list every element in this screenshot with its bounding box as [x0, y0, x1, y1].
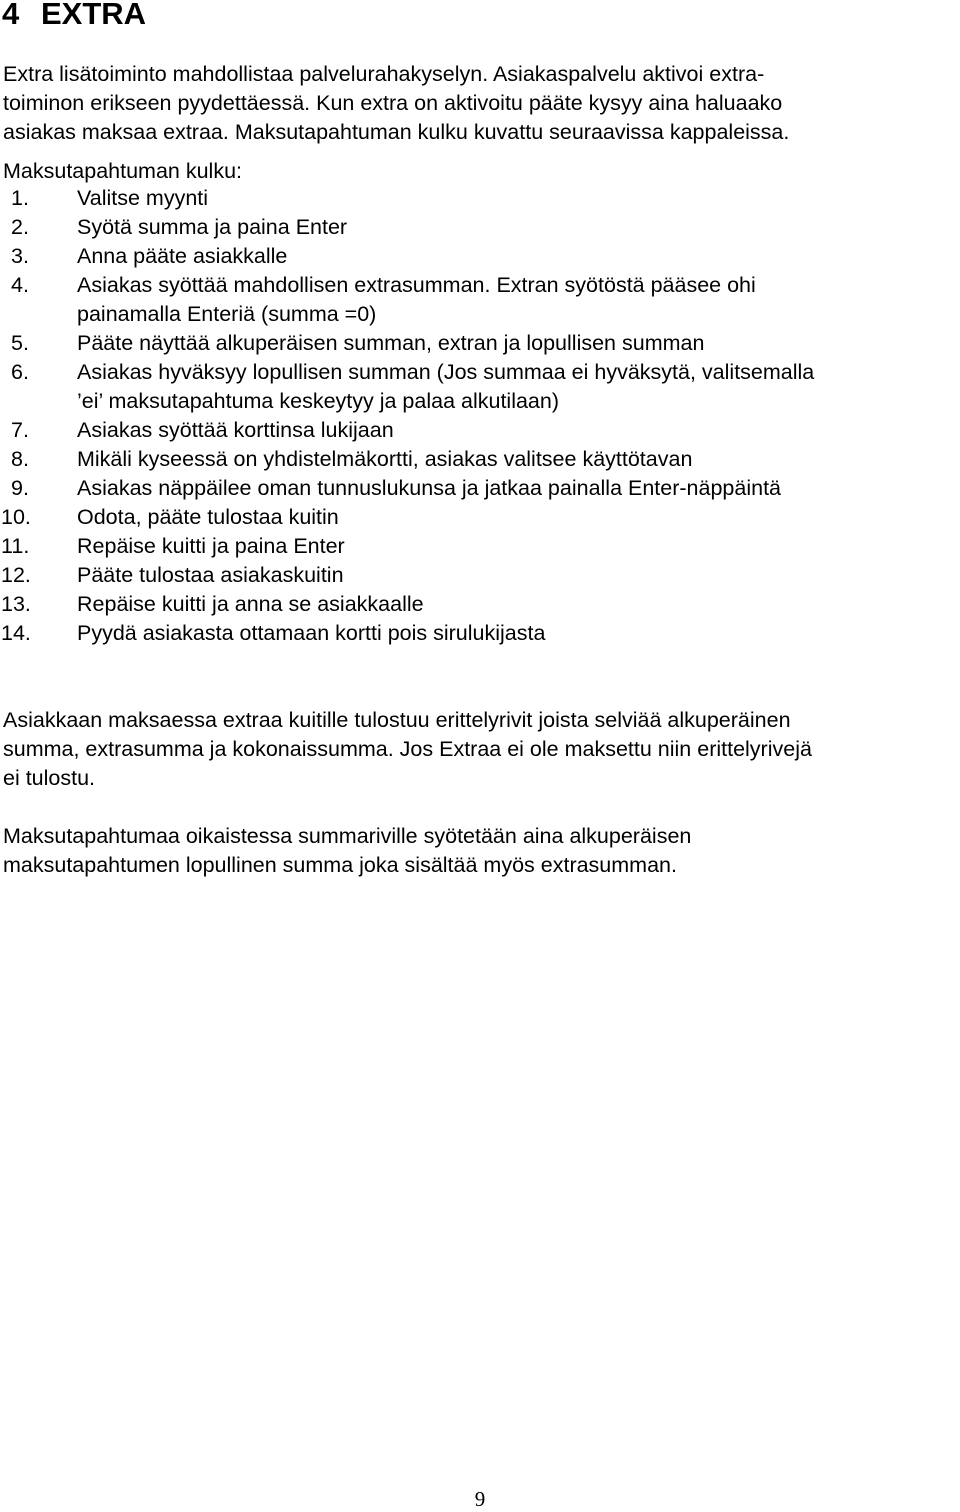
- list-item: [3, 474, 958, 503]
- list-item: [3, 532, 958, 561]
- steps-title-text: Maksutapahtuman kulku:: [3, 159, 243, 183]
- step-text: Valitse myynti: [77, 186, 209, 210]
- list-item: [3, 561, 958, 590]
- correction-line: maksutapahtumen lopullinen summa joka sisältää myös extrasumman.: [3, 853, 677, 877]
- step-text: Repäise kuitti ja paina Enter: [77, 534, 345, 558]
- intro-paragraph: [3, 60, 958, 147]
- summary-line: summa, extrasumma ja kokonaissumma. Jos Extraa ei ole maksettu niin erittelyrivejä: [3, 737, 812, 761]
- list-item: [3, 358, 958, 416]
- step-text: Repäise kuitti ja anna se asiakkaalle: [77, 592, 424, 616]
- step-number: 12.: [1, 563, 31, 587]
- step-number: 7.: [11, 418, 29, 442]
- list-item: [3, 271, 958, 329]
- correction-line: Maksutapahtumaa oikaistessa summariville syötetään aina alkuperäisen: [3, 824, 692, 848]
- section-title: EXTRA: [41, 0, 147, 31]
- step-number: 3.: [11, 244, 29, 268]
- section-number: 4: [2, 0, 20, 31]
- section-heading: [2, 0, 146, 34]
- step-number: 8.: [11, 447, 29, 471]
- step-text: Odota, pääte tulostaa kuitin: [77, 505, 339, 529]
- step-text: Pääte tulostaa asiakaskuitin: [77, 563, 344, 587]
- step-text: Asiakas hyväksyy lopullisen summan (Jos summaa ei hyväksytä, valitsemalla: [77, 360, 815, 384]
- summary-line: Asiakkaan maksaessa extraa kuitille tulostuu erittelyrivit joista selviää alkuperäinen: [3, 708, 791, 732]
- step-number: 13.: [1, 592, 31, 616]
- step-text: ’ei’ maksutapahtuma keskeytyy ja palaa alkutilaan): [77, 389, 560, 413]
- step-text: Asiakas näppäilee oman tunnuslukunsa ja jatkaa painalla Enter-näppäintä: [77, 476, 782, 500]
- step-number: 4.: [11, 273, 29, 297]
- step-text: Asiakas syöttää mahdollisen extrasumman. Extran syötöstä pääsee ohi: [77, 273, 756, 297]
- receipt-summary-paragraph: [3, 706, 958, 793]
- intro-line: Extra lisätoiminto mahdollistaa palvelurahakyselyn. Asiakaspalvelu aktivoi extra-: [3, 62, 765, 86]
- correction-paragraph: [3, 822, 958, 880]
- list-item: [3, 329, 958, 358]
- list-item: [3, 213, 958, 242]
- list-item: [3, 416, 958, 445]
- step-number: 6.: [11, 360, 29, 384]
- step-text: Syötä summa ja paina Enter: [77, 215, 348, 239]
- step-number: 1.: [11, 186, 29, 210]
- summary-line: ei tulostu.: [3, 766, 96, 790]
- step-text: Pyydä asiakasta ottamaan kortti pois sirulukijasta: [77, 621, 546, 645]
- list-item: [3, 242, 958, 271]
- list-item: [3, 590, 958, 619]
- page-number: 9: [474, 1487, 486, 1511]
- intro-line: asiakas maksaa extraa. Maksutapahtuman kulku kuvattu seuraavissa kappaleissa.: [3, 120, 790, 144]
- step-number: 10.: [1, 505, 31, 529]
- step-text: painamalla Enteriä (summa =0): [77, 302, 377, 326]
- step-number: 11.: [1, 534, 30, 558]
- step-number: 5.: [11, 331, 29, 355]
- step-number: 2.: [11, 215, 29, 239]
- list-item: [3, 503, 958, 532]
- list-item: [3, 445, 958, 474]
- list-item: [3, 184, 958, 213]
- step-number: 14.: [1, 621, 31, 645]
- step-text: Mikäli kyseessä on yhdistelmäkortti, asiakas valitsee käyttötavan: [77, 447, 693, 471]
- list-item: [3, 619, 958, 648]
- step-text: Pääte näyttää alkuperäisen summan, extran ja lopullisen summan: [77, 331, 705, 355]
- steps-list: [3, 184, 958, 648]
- steps-title: [3, 157, 958, 186]
- step-text: Anna pääte asiakkalle: [77, 244, 288, 268]
- step-number: 9.: [11, 476, 29, 500]
- intro-line: toiminon erikseen pyydettäessä. Kun extra on aktivoitu pääte kysyy aina haluaako: [3, 91, 783, 115]
- step-text: Asiakas syöttää korttinsa lukijaan: [77, 418, 394, 442]
